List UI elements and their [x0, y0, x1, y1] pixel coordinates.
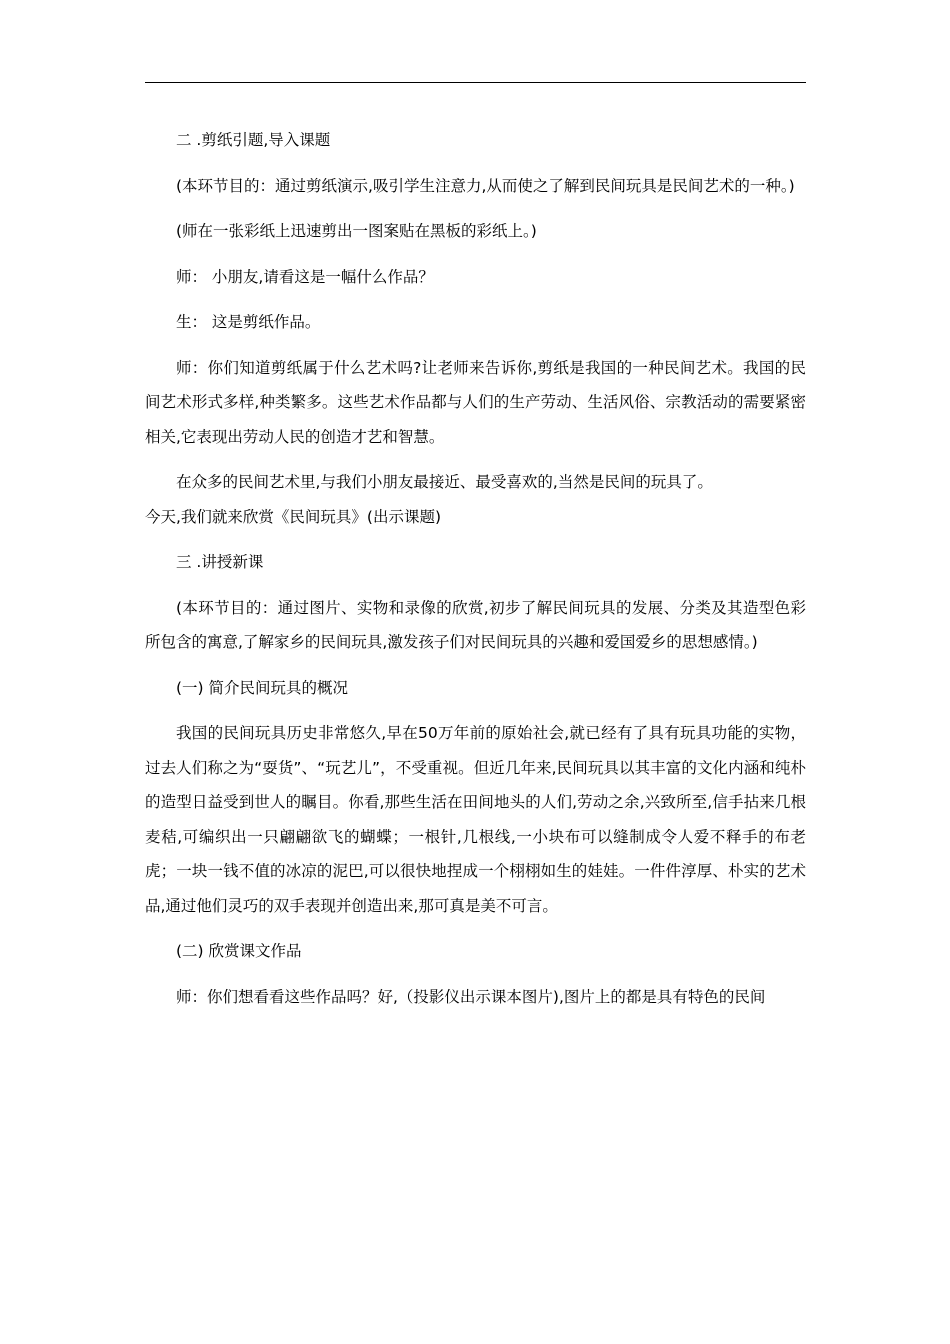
section-heading-3: 三 .讲授新课 [176, 553, 264, 571]
subsection-heading-2: (二) 欣赏课文作品 [176, 942, 302, 960]
paragraph-folk-toys: 在众多的民间艺术里,与我们小朋友最接近、最受喜欢的,当然是民间的玩具了。 [176, 473, 713, 491]
paragraph-objective-1: (本环节目的：通过剪纸演示,吸引学生注意力,从而使之了解到民间玩具是民间艺术的一种。) [176, 176, 795, 195]
paragraph-topic-intro: 今天,我们就来欣赏《民间玩具》(出示课题) [145, 507, 442, 526]
header-rule [145, 82, 806, 83]
subsection-heading-1: (一) 简介民间玩具的概况 [176, 678, 349, 697]
paragraph-stage-direction: (师在一张彩纸上迅速剪出一图案贴在黑板的彩纸上。) [176, 222, 537, 240]
dialogue-student-1: 生： 这是剪纸作品。 [176, 313, 321, 331]
document-body [145, 123, 806, 1025]
dialogue-teacher-2: 师：你们知道剪纸属于什么艺术吗?让老师来告诉你,剪纸是我国的一种民间艺术。我国的民间艺术形式多样,种类繁多。这些艺术作品都与人们的生产劳动、生活风俗、宗教活动的需要紧密相关,它表现出劳动人民的创造才艺和智慧。 [145, 358, 806, 446]
dialogue-teacher-1: 师： 小朋友,请看这是一幅什么作品？ [176, 267, 434, 286]
section-heading-2: 二 .剪纸引题,导入课题 [176, 131, 331, 149]
paragraph-objective-2: (本环节目的：通过图片、实物和录像的欣赏,初步了解民间玩具的发展、分类及其造型色彩所包含的寓意,了解家乡的民间玩具,激发孩子们对民间玩具的兴趣和爱国爱乡的思想感情。) [145, 598, 806, 651]
paragraph-history: 我国的民间玩具历史非常悠久,早在50万年前的原始社会,就已经有了具有玩具功能的实物，过去人们称之为“耍货”、“玩艺儿”，不受重视。但近几年来,民间玩具以其丰富的文化内涵和纯朴的造型日益受到世人的瞩目。你看,那些生活在田间地头的人们,劳动之余,兴致所至,信手拈来几根麦秸,可编织出一只翩翩欲飞的蝴蝶；一根针,几根线,一小块布可以缝制成令人爱不释手的布老虎；一块一钱不值的冰凉的泥巴,可以很快地捏成一个栩栩如生的娃娃。一件件淳厚、朴实的艺术品,通过他们灵巧的双手表现并创造出来,那可真是美不可言。 [145, 724, 806, 915]
dialogue-teacher-3: 师：你们想看看这些作品吗？好,（投影仪出示课本图片),图片上的都是具有特色的民间 [176, 987, 766, 1006]
